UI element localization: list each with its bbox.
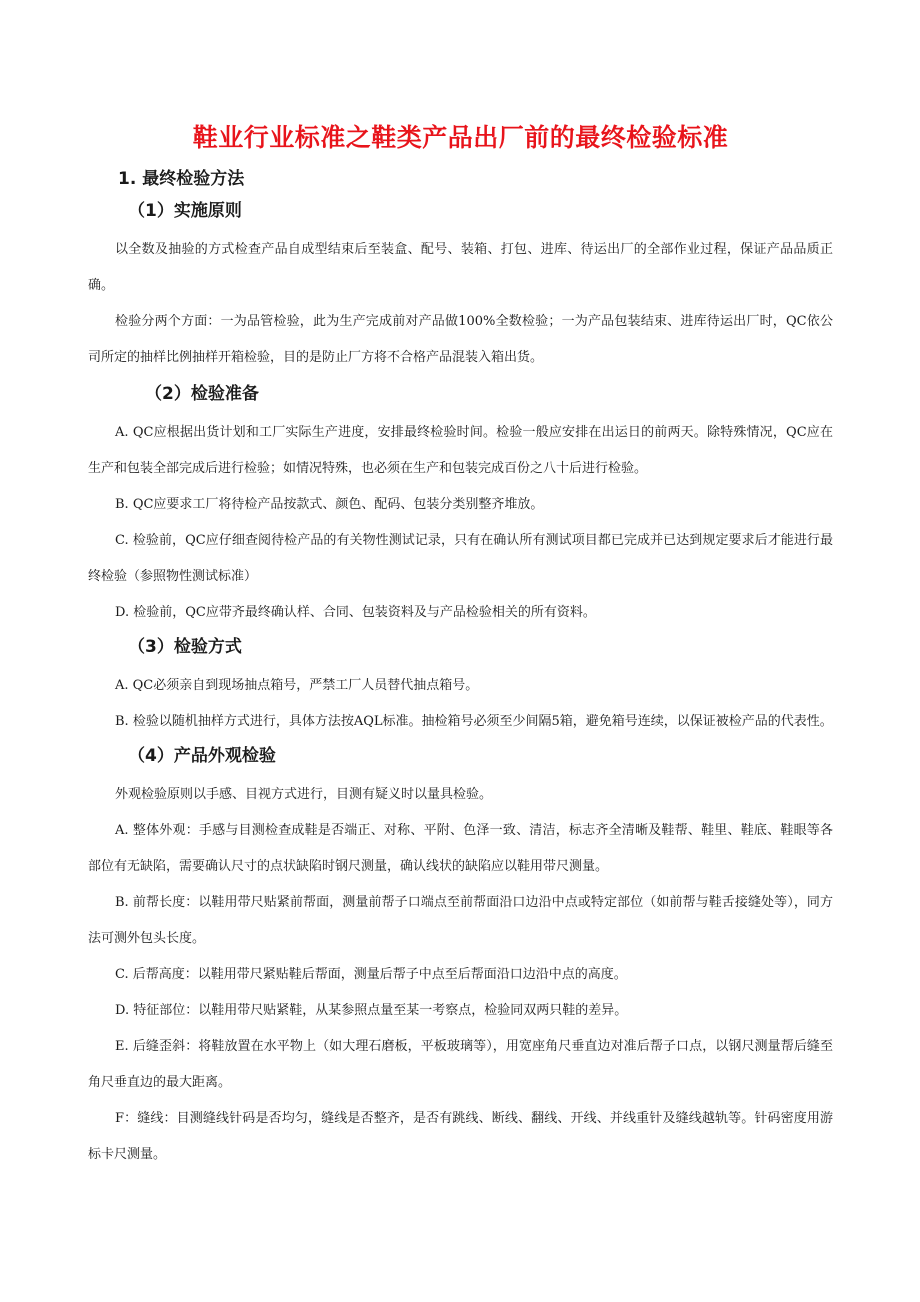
- paragraph-method-b: B. 检验以随机抽样方式进行，具体方法按AQL标准。抽检箱号必须至少间隔5箱，避免箱号连续，以保证被检产品的代表性。: [115, 714, 833, 729]
- paragraph-method-a: A. QC必须亲自到现场抽点箱号，严禁工厂人员替代抽点箱号。: [115, 678, 479, 693]
- paragraph-preparation-b: B. QC应要求工厂将待检产品按款式、颜色、配码、包装分类别整齐堆放。: [115, 497, 544, 512]
- subsection-heading-method: （3）检验方式: [128, 637, 242, 657]
- paragraph-preparation-d: D. 检验前，QC应带齐最终确认样、合同、包装资料及与产品检验相关的所有资料。: [115, 605, 596, 620]
- paragraph-preparation-a: A. QC应根据出货计划和工厂实际生产进度，安排最终检验时间。检验一般应安排在出运日的前两天。除特殊情况，QC应在生产和包装全部完成后进行检验；如情况特殊，也必须在生产和包装完成百份之八十后进行检验。: [88, 425, 833, 476]
- subsection-heading-principles: （1）实施原则: [128, 201, 242, 221]
- paragraph-appearance-e: E. 后缝歪斜：将鞋放置在水平物上（如大理石磨板，平板玻璃等），用宽座角尺垂直边对准后帮子口点，以钢尺测量帮后缝至角尺垂直边的最大距离。: [88, 1039, 833, 1090]
- paragraph-principles-2: 检验分两个方面：一为品管检验，此为生产完成前对产品做100%全数检验；一为产品包装结束、进库待运出厂时，QC依公司所定的抽样比例抽样开箱检验，目的是防止厂方将不合格产品混装入箱出货。: [88, 314, 833, 365]
- paragraph-appearance-f: F：缝线：目测缝线针码是否均匀，缝线是否整齐，是否有跳线、断线、翻线、开线、并线重针及缝线越轨等。针码密度用游标卡尺测量。: [88, 1111, 833, 1162]
- paragraph-appearance-c: C. 后帮高度：以鞋用带尺紧贴鞋后帮面，测量后帮子中点至后帮面沿口边沿中点的高度。: [115, 967, 627, 982]
- paragraph-appearance-b: B. 前帮长度：以鞋用带尺贴紧前帮面，测量前帮子口端点至前帮面沿口边沿中点或特定部位（如前帮与鞋舌接缝处等），同方法可测外包头长度。: [88, 895, 833, 946]
- paragraph-appearance-a: A. 整体外观：手感与目测检查成鞋是否端正、对称、平附、色泽一致、清洁，标志齐全清晰及鞋帮、鞋里、鞋底、鞋眼等各部位有无缺陷，需要确认尺寸的点状缺陷时钢尺测量，确认线状的缺陷应以鞋用带尺测量。: [88, 823, 833, 874]
- paragraph-principles-1: 以全数及抽验的方式检查产品自成型结束后至装盒、配号、装箱、打包、进库、待运出厂的全部作业过程，保证产品品质正确。: [88, 242, 833, 293]
- section-heading-final-inspection: 1. 最终检验方法: [118, 169, 245, 189]
- paragraph-appearance-intro: 外观检验原则以手感、目视方式进行，目测有疑义时以量具检验。: [115, 787, 493, 802]
- document-title: 鞋业行业标准之鞋类产品出厂前的最终检验标准: [192, 123, 729, 152]
- paragraph-appearance-d: D. 特征部位：以鞋用带尺贴紧鞋，从某参照点量至某一考察点，检验同双两只鞋的差异。: [115, 1003, 628, 1018]
- paragraph-preparation-c: C. 检验前，QC应仔细查阅待检产品的有关物性测试记录，只有在确认所有测试项目都已完成并已达到规定要求后才能进行最终检验（参照物性测试标准）: [88, 533, 833, 584]
- subsection-heading-preparation: （2）检验准备: [145, 384, 259, 404]
- subsection-heading-appearance: （4）产品外观检验: [128, 746, 276, 766]
- document-page: [88, 108, 833, 1173]
